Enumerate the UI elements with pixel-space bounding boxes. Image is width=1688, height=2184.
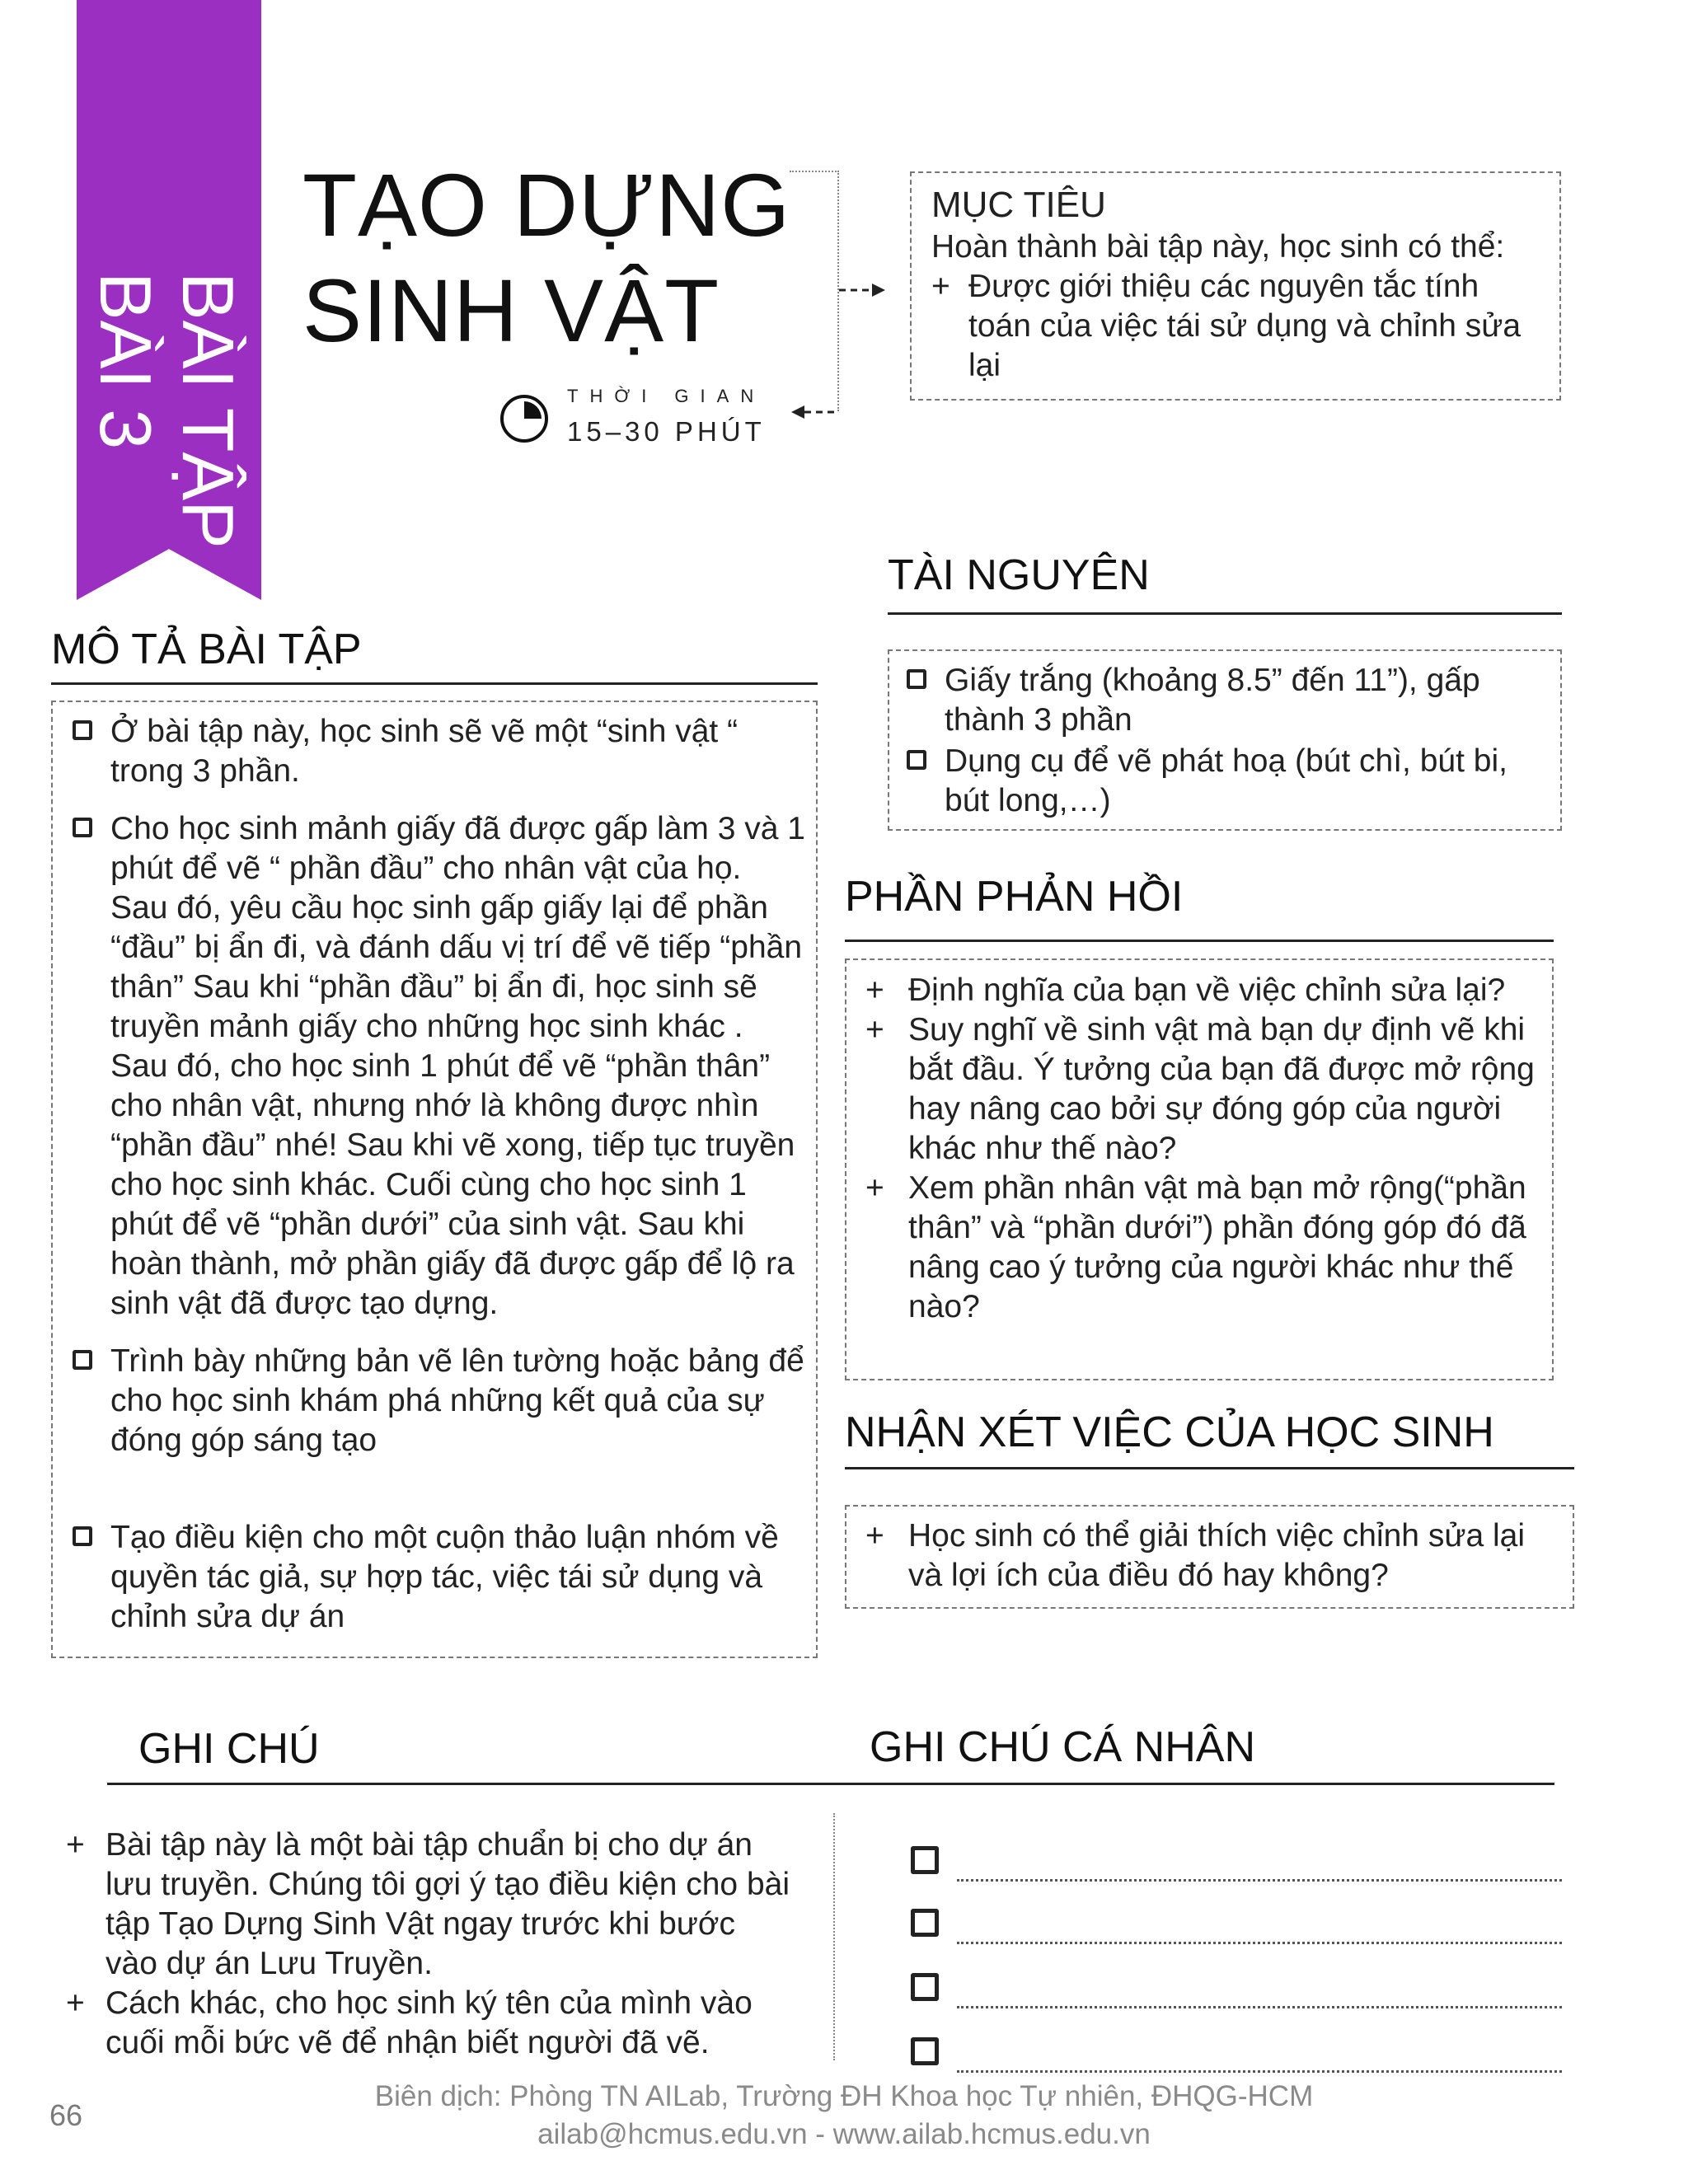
divider	[845, 940, 1554, 942]
list-item: + Suy nghĩ về sinh vật mà bạn dự định vẽ khi bắt đầu. Ý tưởng của bạn đã được mở rộng hay nâng cao bởi sự đóng góp của người khác như thế nào?	[865, 1012, 1535, 1166]
checkbox-icon	[907, 750, 926, 770]
arrow-right-icon	[837, 278, 887, 302]
list-item: + Bài tập này là một bài tập chuẩn bị cho dự án lưu truyền. Chúng tôi gợi ý tạo điều kiện cho bài tập Tạo Dựng Sinh Vật ngay trước khi bước vào dự án Lưu Truyền.	[66, 1827, 790, 1981]
plus-icon: +	[865, 1518, 884, 1554]
banner-line-1: BÀI TẬP	[167, 272, 249, 549]
banner-line-2: BÀI 3	[85, 272, 166, 450]
list-item: Tạo điều kiện cho một cuộn thảo luận nhóm về quyền tác giả, sự hợp tác, việc tái sử dụng và chỉnh sửa dự án	[73, 1518, 806, 1637]
objective-heading: MỤC TIÊU	[931, 185, 1106, 225]
divider	[845, 1467, 1574, 1469]
time-label: THỜI GIAN	[567, 386, 766, 406]
connector-line	[790, 171, 839, 172]
objective-intro: Hoàn thành bài tập này, học sinh có thể:	[931, 229, 1505, 265]
plus-icon: +	[66, 1827, 85, 1863]
list-item: Giấy trắng (khoảng 8.5” đến 11”), gấp thành 3 phần	[907, 661, 1550, 740]
list-item: Trình bày những bản vẽ lên tường hoặc bảng để cho học sinh khám phá những kết quả của sự đóng góp sáng tạo	[73, 1342, 806, 1460]
personal-notes-heading: GHI CHÚ CÁ NHÂN	[870, 1723, 1256, 1771]
checkbox-icon	[73, 818, 92, 837]
personal-note-line[interactable]	[911, 1905, 1562, 1955]
page-number: 66	[49, 2098, 83, 2132]
review-heading: NHẬN XÉT VIỆC CỦA HỌC SINH	[845, 1408, 1494, 1456]
description-list	[73, 712, 806, 1655]
resources-list	[907, 661, 1550, 821]
checkbox-icon[interactable]	[911, 1909, 939, 1937]
notes-heading: GHI CHÚ	[138, 1725, 320, 1773]
page-title	[302, 152, 790, 363]
personal-note-line[interactable]	[911, 1843, 1562, 1892]
plus-icon: +	[931, 269, 950, 304]
plus-icon: +	[865, 1170, 884, 1206]
list-item: + Học sinh có thể giải thích việc chỉnh sửa lại và lợi ích của điều đó hay không?	[865, 1518, 1525, 1593]
checkbox-icon	[73, 1526, 92, 1546]
divider	[51, 682, 818, 685]
plus-icon: +	[865, 972, 884, 1008]
list-item: Ở bài tập này, học sinh sẽ vẽ một “sinh vật “ trong 3 phần.	[73, 712, 806, 791]
column-divider	[833, 1813, 835, 2060]
banner-label	[84, 272, 249, 549]
notes-list	[49, 1825, 791, 2063]
title-line-2: SINH VẬT	[302, 260, 720, 360]
list-item: Dụng cụ để vẽ phát hoạ (bút chì, bút bi, bút long,…)	[907, 742, 1550, 821]
list-item: + Xem phần nhân vật mà bạn mở rộng(“phần thân” và “phần dưới”) phần đóng góp đó đã nâng cao ý tưởng của người khác như thế nào?	[865, 1170, 1526, 1324]
write-line	[957, 2006, 1562, 2008]
resources-heading: TÀI NGUYÊN	[888, 551, 1150, 599]
clock-icon	[499, 394, 549, 443]
write-line	[957, 1942, 1562, 1944]
checkbox-icon	[73, 720, 92, 740]
divider	[107, 1783, 1554, 1785]
description-heading: MÔ TẢ BÀI TẬP	[51, 626, 362, 673]
objective-content	[931, 183, 1550, 386]
review-list	[849, 1516, 1558, 1596]
write-line	[957, 2070, 1562, 2073]
list-item: + Định nghĩa của bạn về việc chỉnh sửa lại?	[849, 971, 1541, 1010]
divider	[888, 612, 1562, 615]
list-item: + Được giới thiệu các nguyên tắc tính toán của việc tái sử dụng và chỉnh sửa lại	[931, 269, 1522, 383]
footer-links[interactable]: ailab@hcmus.edu.vn - www.ailab.hcmus.edu.vn	[537, 2118, 1151, 2150]
write-line	[957, 1879, 1562, 1882]
feedback-list	[849, 971, 1541, 1327]
arrow-left-icon	[790, 400, 839, 424]
checkbox-icon[interactable]	[911, 1973, 939, 2001]
personal-note-line[interactable]	[911, 1970, 1562, 2019]
plus-icon: +	[865, 1012, 884, 1047]
list-item: + Cách khác, cho học sinh ký tên của mình vào cuối mỗi bức vẽ để nhận biết người đã vẽ.	[66, 1985, 753, 2060]
title-line-1: TẠO DỰNG	[302, 155, 791, 255]
time-value: 15–30 PHÚT	[567, 416, 766, 447]
feedback-heading: PHẦN PHẢN HỒI	[845, 873, 1184, 921]
footer-credit: Biên dịch: Phòng TN AILab, Trường ĐH Khoa học Tự nhiên, ĐHQG-HCM	[374, 2080, 1314, 2112]
checkbox-icon	[907, 669, 926, 689]
checkbox-icon	[73, 1350, 92, 1370]
checkbox-icon[interactable]	[911, 2037, 939, 2065]
personal-note-line[interactable]	[911, 2034, 1562, 2083]
list-item: Cho học sinh mảnh giấy đã được gấp làm 3 và 1 phút để vẽ “ phần đầu” cho nhân vật của họ. Sau đó, yêu cầu học sinh gấp giấy lại để phần “đầu” bị ẩn đi, và đánh dấu vị trí để vẽ tiếp “phần thân” Sau khi “phần đầu” bị ẩn đi, học sinh sẽ truyền mảnh giấy cho những học sinh khác . Sau đó, cho học sinh 1 phút để vẽ “phần thân” cho nhân vật, nhưng nhớ là không được nhìn “phần đầu” nhé! Sau khi vẽ xong, tiếp tục truyền cho học sinh khác. Cuối cùng cho học sinh 1 phút để vẽ “phần dưới” của sinh vật. Sau khi hoàn thành, mở phần giấy đã được gấp để lộ ra sinh vật đã được tạo dựng.	[73, 809, 806, 1324]
checkbox-icon[interactable]	[911, 1846, 939, 1874]
plus-icon: +	[66, 1985, 85, 2021]
